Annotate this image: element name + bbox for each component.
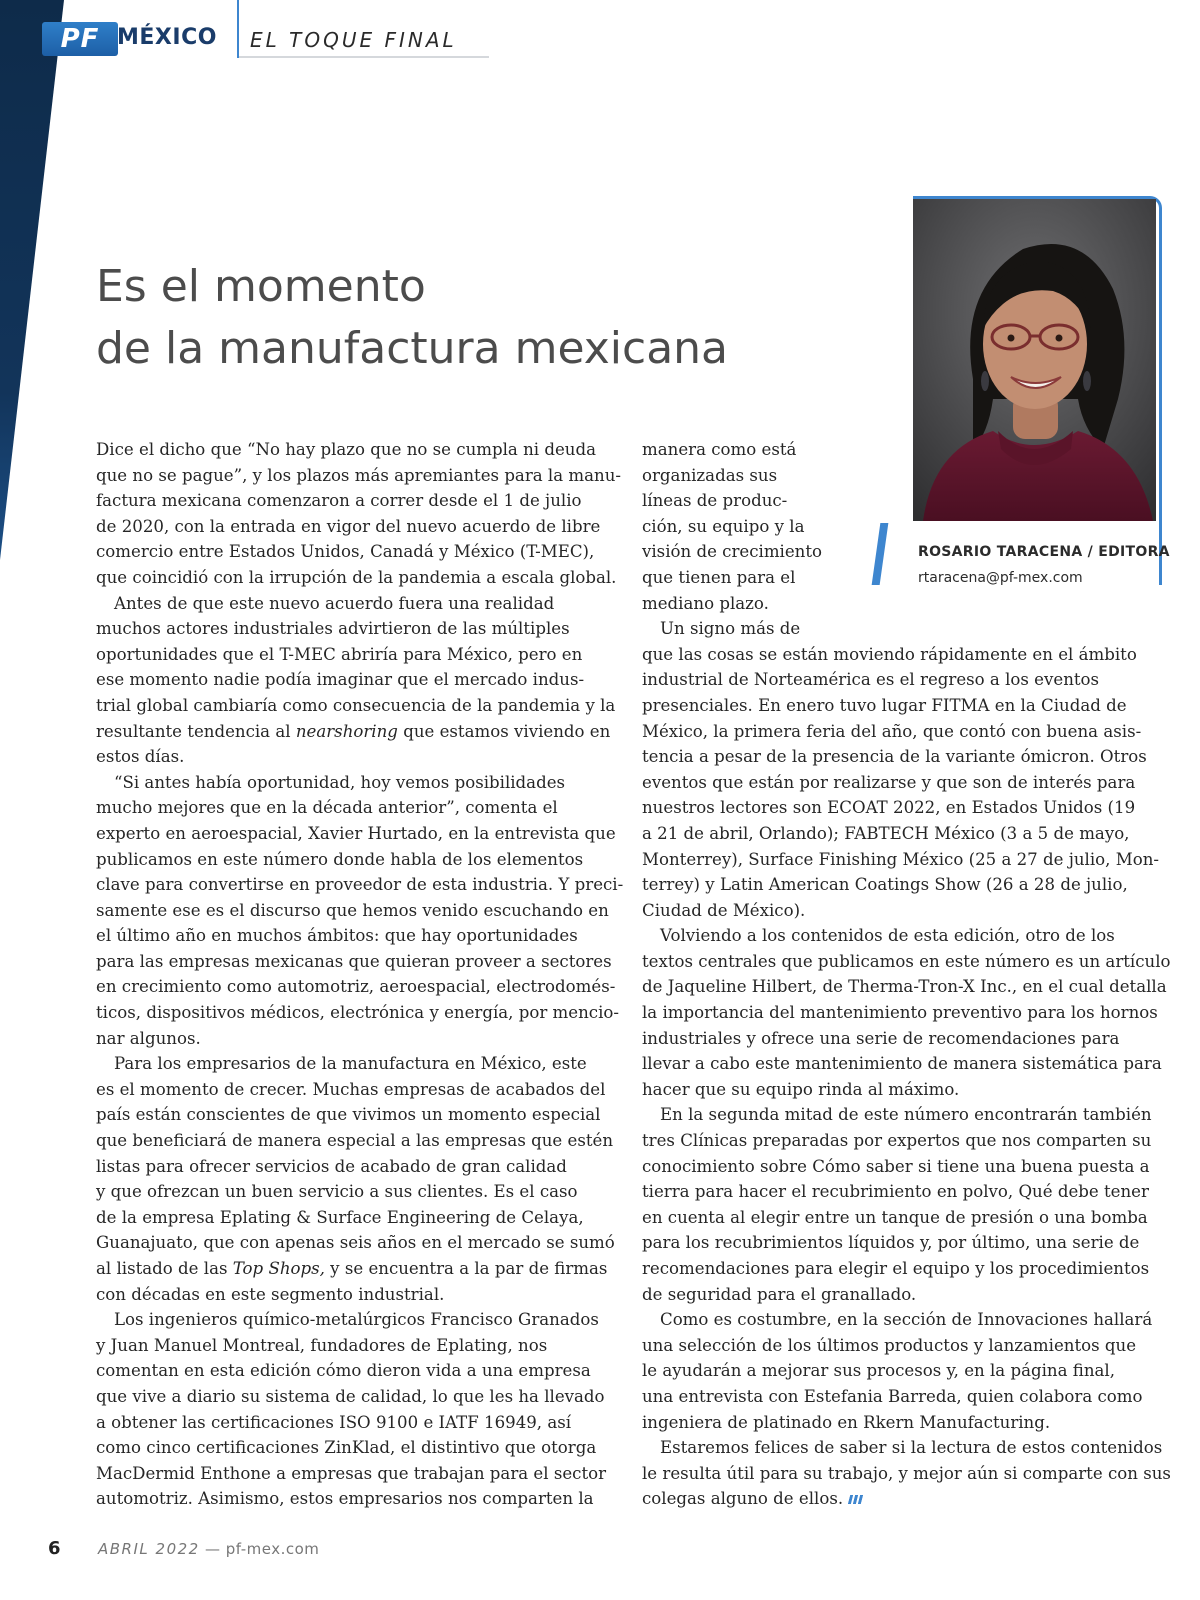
text-line: llevar a cabo este mantenimiento de manera sistemática para — [642, 1054, 1162, 1074]
text-line: y Juan Manuel Montreal, fundadores de Eplating, nos — [96, 1335, 548, 1355]
text-line: que las cosas se están moviendo rápidamente en el ámbito — [642, 644, 1137, 664]
text-line: En la segunda mitad de este número encontrarán también — [660, 1105, 1152, 1125]
article-title-line-1: Es el momento — [96, 261, 426, 312]
text-line: Monterrey), Surface Finishing México (25 a 27 de julio, Mon- — [642, 849, 1159, 869]
text-line: líneas de produc- — [642, 491, 788, 511]
text-line: tencia a pesar de la presencia de la variante ómicron. Otros — [642, 747, 1147, 767]
text-line — [642, 1486, 1162, 1512]
text-line: en cuenta al elegir entre un tanque de presión o una bomba — [642, 1207, 1148, 1227]
italic-term: nearshoring — [295, 721, 398, 741]
text-line: samente ese es el discurso que hemos venido escuchando en — [96, 900, 609, 920]
footer-issue — [98, 1540, 319, 1558]
article-column-2 — [642, 437, 1171, 1512]
text-line: publicamos en este número donde habla de los elementos — [96, 849, 584, 869]
text-line: de 2020, con la entrada en vigor del nuevo acuerdo de libre — [96, 516, 601, 536]
byline-name: ROSARIO TARACENA / EDITORA — [918, 544, 1170, 560]
page-number: 6 — [48, 1538, 61, 1559]
text-line: industrial de Norteamérica es el regreso a los eventos — [642, 670, 1100, 690]
end-of-article-icon — [848, 1495, 863, 1504]
text-line: Para los empresarios de la manufactura en México, este — [114, 1054, 587, 1074]
text-line: eventos que están por realizarse y que son de interés para — [642, 772, 1136, 792]
text-line: estos días. — [96, 747, 185, 767]
text-line: textos centrales que publicamos en este número es un artículo — [642, 951, 1171, 971]
byline-email: rtaracena@pf-mex.com — [918, 570, 1083, 586]
text-line: el último año en muchos ámbitos: que hay oportunidades — [96, 926, 578, 946]
text-line: conocimiento sobre Cómo saber si tiene una buena puesta a — [642, 1156, 1150, 1176]
header-divider — [237, 0, 239, 58]
text-line: oportunidades que el T-MEC abriría para México, pero en — [96, 644, 583, 664]
text-line: le ayudarán a mejorar sus procesos y, en la página final, — [642, 1361, 1116, 1381]
text-line: organizadas sus — [642, 465, 778, 485]
text-line: una selección de los últimos productos y lanzamientos que — [642, 1335, 1137, 1355]
text-line: ción, su equipo y la — [642, 516, 805, 536]
text-fragment: y se encuentra a la par de firmas — [324, 1259, 608, 1278]
text-line: en crecimiento como automotriz, aeroespacial, electrodomés- — [96, 977, 616, 997]
text-line: manera como está — [642, 440, 797, 459]
footer-separator: — — [199, 1540, 226, 1558]
section-name: EL TOQUE FINAL — [250, 28, 457, 52]
footer-site: pf-mex.com — [225, 1540, 320, 1558]
text-line: de seguridad para el granallado. — [642, 1284, 917, 1304]
article-column-1 — [96, 437, 624, 1512]
text-line: ese momento nadie podía imaginar que el mercado indus- — [96, 670, 585, 690]
text-line: nuestros lectores son ECOAT 2022, en Estados Unidos (19 — [642, 798, 1136, 818]
text-fragment: al listado de las — [96, 1259, 228, 1278]
text-line: Un signo más de — [660, 619, 801, 639]
text-line: comentan en esta edición cómo dieron vida a una empresa — [96, 1361, 591, 1381]
text-line: Guanajuato, que con apenas seis años en el mercado se sumó — [96, 1233, 615, 1253]
text-line: listas para ofrecer servicios de acabado de gran calidad — [96, 1156, 567, 1176]
text-fragment: resultante tendencia al — [96, 721, 291, 741]
article-title — [96, 256, 728, 380]
footer-month: ABRIL 2022 — [98, 1540, 200, 1558]
text-line: que beneficiará de manera especial a las empresas que estén — [96, 1131, 614, 1151]
side-decorative-band — [0, 0, 70, 560]
text-line: y que ofrezcan un buen servicio a sus clientes. Es el caso — [96, 1182, 578, 1202]
text-line: Dice el dicho que “No hay plazo que no se cumpla ni deuda — [96, 440, 597, 459]
text-line: para las empresas mexicanas que quieran proveer a sectores — [96, 951, 612, 971]
text-line: Como es costumbre, en la sección de Innovaciones hallará — [660, 1310, 1153, 1330]
text-line — [96, 719, 616, 745]
text-line: industriales y ofrece una serie de recomendaciones para — [642, 1028, 1120, 1048]
text-line: Ciudad de México). — [642, 900, 806, 920]
italic-term: Top Shops, — [232, 1259, 325, 1278]
logo-pf: PF — [42, 22, 118, 56]
text-line: país están conscientes de que vivimos un momento especial — [96, 1105, 601, 1125]
text-fragment: colegas alguno de ellos. — [642, 1489, 844, 1509]
text-line: ticos, dispositivos médicos, electrónica y energía, por mencio- — [96, 1003, 619, 1023]
text-line: tierra para hacer el recubrimiento en polvo, Qué debe tener — [642, 1182, 1149, 1202]
page-header — [0, 0, 1200, 60]
text-line: ingeniera de platinado en Rkern Manufacturing. — [642, 1412, 1051, 1432]
header-underline — [239, 56, 489, 58]
page-footer — [0, 1538, 1200, 1568]
text-line: es el momento de crecer. Muchas empresas de acabados del — [96, 1079, 606, 1099]
text-line: a 21 de abril, Orlando); FABTECH México (3 a 5 de mayo, — [642, 823, 1130, 843]
text-line: automotriz. Asimismo, estos empresarios nos comparten la — [96, 1489, 594, 1509]
text-line: mucho mejores que en la década anterior”, comenta el — [96, 798, 558, 818]
text-line: presenciales. En enero tuvo lugar FITMA en la Ciudad de — [642, 695, 1127, 715]
text-line: una entrevista con Estefania Barreda, quien colabora como — [642, 1386, 1143, 1406]
text-line — [96, 1256, 616, 1282]
article-title-line-2: de la manufactura mexicana — [96, 323, 729, 374]
text-line: visión de crecimiento — [642, 542, 823, 562]
text-line: la importancia del mantenimiento preventivo para los hornos — [642, 1003, 1158, 1023]
logo-country: MÉXICO — [117, 25, 217, 50]
text-line: Estaremos felices de saber si la lectura de estos contenidos — [660, 1438, 1163, 1458]
text-fragment: que estamos viviendo en — [397, 721, 611, 741]
text-line: que vive a diario su sistema de calidad, lo que les ha llevado — [96, 1386, 605, 1406]
text-line: muchos actores industriales advirtieron de las múltiples — [96, 619, 570, 639]
text-line: Volviendo a los contenidos de esta edición, otro de los — [660, 926, 1115, 946]
text-line: MacDermid Enthone a empresas que trabajan para el sector — [96, 1463, 607, 1483]
text-line: trial global cambiaría como consecuencia de la pandemia y la — [96, 695, 616, 715]
text-line: Antes de que este nuevo acuerdo fuera una realidad — [114, 593, 555, 613]
text-line: México, la primera feria del año, que contó con buena asis- — [642, 721, 1142, 741]
text-line: experto en aeroespacial, Xavier Hurtado, en la entrevista que — [96, 823, 616, 843]
text-line: le resulta útil para su trabajo, y mejor aún si comparte con sus — [642, 1463, 1171, 1483]
text-line: recomendaciones para elegir el equipo y los procedimientos — [642, 1259, 1150, 1278]
text-line: nar algunos. — [96, 1028, 201, 1048]
text-line: con décadas en este segmento industrial. — [96, 1284, 445, 1304]
text-line: factura mexicana comenzaron a correr desde el 1 de julio — [96, 491, 582, 511]
text-line: para los recubrimientos líquidos y, por último, una serie de — [642, 1233, 1140, 1253]
text-line: que tienen para el — [642, 567, 796, 587]
text-line: mediano plazo. — [642, 593, 769, 613]
text-line: que no se pague”, y los plazos más apremiantes para la manu- — [96, 465, 622, 485]
text-line: terrey) y Latin American Coatings Show (26 a 28 de julio, — [642, 875, 1128, 895]
text-line: comercio entre Estados Unidos, Canadá y México (T-MEC), — [96, 542, 595, 562]
text-line: “Si antes había oportunidad, hoy vemos posibilidades — [114, 772, 566, 792]
text-line: hacer que su equipo rinda al máximo. — [642, 1079, 960, 1099]
text-line: tres Clínicas preparadas por expertos que nos comparten su — [642, 1131, 1152, 1151]
text-line: a obtener las certificaciones ISO 9100 e IATF 16949, así — [96, 1412, 572, 1432]
text-line: de Jaqueline Hilbert, de Therma-Tron-X Inc., en el cual detalla — [642, 977, 1167, 997]
text-line: clave para convertirse en proveedor de esta industria. Y preci- — [96, 875, 624, 895]
text-line: Los ingenieros químico-metalúrgicos Francisco Granados — [114, 1310, 599, 1330]
text-line: que coincidió con la irrupción de la pandemia a escala global. — [96, 567, 617, 587]
text-line: de la empresa Eplating & Surface Engineering de Celaya, — [96, 1207, 584, 1227]
text-line: como cinco certificaciones ZinKlad, el distintivo que otorga — [96, 1438, 597, 1458]
